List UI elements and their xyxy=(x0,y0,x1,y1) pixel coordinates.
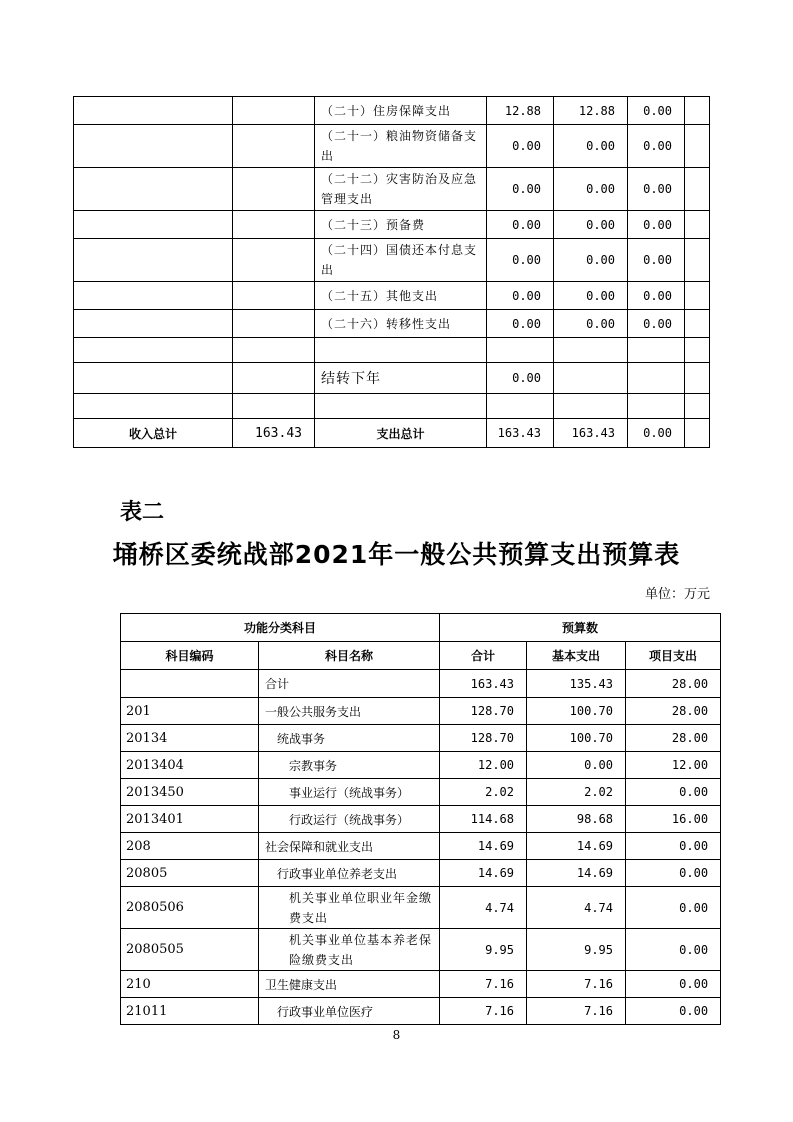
row-total: 9.95 xyxy=(440,929,527,971)
row-total: 114.68 xyxy=(440,806,527,833)
row-basic: 14.69 xyxy=(527,860,626,887)
subject-code: 2013401 xyxy=(121,806,259,833)
row-basic: 7.16 xyxy=(527,971,626,998)
subject-code: 2013404 xyxy=(121,752,259,779)
expense-item: （二十二）灾害防治及应急管理支出 xyxy=(315,168,487,211)
row-total: 163.43 xyxy=(440,670,527,698)
row-total: 2.02 xyxy=(440,779,527,806)
page-number: 8 xyxy=(392,1028,401,1042)
expense-project: 0.00 xyxy=(628,282,685,310)
table-row-empty xyxy=(74,338,710,363)
row-basic: 2.02 xyxy=(527,779,626,806)
table-row xyxy=(121,833,721,860)
unit-label: 单位：万元 xyxy=(644,587,710,602)
expense-total: 0.00 xyxy=(487,211,554,239)
carryover-value: 0.00 xyxy=(487,363,554,394)
table-row xyxy=(121,725,721,752)
row-basic: 4.74 xyxy=(527,887,626,929)
row-basic: 0.00 xyxy=(527,752,626,779)
table-row xyxy=(74,125,710,168)
expense-basic: 0.00 xyxy=(554,168,628,211)
header-budget-amount: 预算数 xyxy=(440,614,721,642)
subject-name: 行政事业单位养老支出 xyxy=(259,860,440,887)
table-row xyxy=(74,211,710,239)
subject-code: 208 xyxy=(121,833,259,860)
expense-item: （二十一）粮油物资储备支出 xyxy=(315,125,487,168)
table-row xyxy=(121,752,721,779)
general-budget-expenditure-table xyxy=(120,613,721,1025)
table-row xyxy=(121,887,721,929)
subject-name: 一般公共服务支出 xyxy=(259,698,440,725)
row-project: 28.00 xyxy=(626,670,721,698)
income-expense-summary-table xyxy=(73,96,710,448)
subject-code: 210 xyxy=(121,971,259,998)
expense-item: （二十三）预备费 xyxy=(315,211,487,239)
header-group-row xyxy=(121,614,721,642)
totals-row xyxy=(74,419,710,448)
row-total: 12.00 xyxy=(440,752,527,779)
header-functional-category: 功能分类科目 xyxy=(121,614,440,642)
expense-project: 0.00 xyxy=(628,239,685,282)
row-basic: 98.68 xyxy=(527,806,626,833)
table-row xyxy=(74,282,710,310)
row-basic: 100.70 xyxy=(527,725,626,752)
row-total: 14.69 xyxy=(440,860,527,887)
row-basic: 100.70 xyxy=(527,698,626,725)
table-row xyxy=(121,779,721,806)
header-name: 科目名称 xyxy=(259,642,440,670)
row-total: 7.16 xyxy=(440,971,527,998)
expense-total-value: 163.43 xyxy=(487,419,554,448)
row-total: 128.70 xyxy=(440,698,527,725)
subject-name: 统战事务 xyxy=(259,725,440,752)
subject-code: 2013450 xyxy=(121,779,259,806)
expense-project-total: 0.00 xyxy=(628,419,685,448)
expense-item: （二十）住房保障支出 xyxy=(315,97,487,125)
subject-code: 21011 xyxy=(121,998,259,1025)
expense-item: （二十四）国债还本付息支出 xyxy=(315,239,487,282)
header-basic: 基本支出 xyxy=(527,642,626,670)
row-project: 0.00 xyxy=(626,860,721,887)
subject-name: 卫生健康支出 xyxy=(259,971,440,998)
subject-name: 事业运行（统战事务） xyxy=(259,779,440,806)
subject-name: 社会保障和就业支出 xyxy=(259,833,440,860)
row-project: 16.00 xyxy=(626,806,721,833)
row-project: 0.00 xyxy=(626,779,721,806)
row-project: 0.00 xyxy=(626,887,721,929)
row-project: 0.00 xyxy=(626,971,721,998)
subject-name: 行政运行（统战事务） xyxy=(259,806,440,833)
expense-total: 0.00 xyxy=(487,310,554,338)
expense-project: 0.00 xyxy=(628,211,685,239)
expense-basic: 0.00 xyxy=(554,282,628,310)
table-row xyxy=(74,168,710,211)
table-row xyxy=(74,97,710,125)
expense-project: 0.00 xyxy=(628,310,685,338)
table-row xyxy=(74,310,710,338)
row-project: 0.00 xyxy=(626,929,721,971)
row-project: 0.00 xyxy=(626,998,721,1025)
subject-code: 20134 xyxy=(121,725,259,752)
subject-code: 2080506 xyxy=(121,887,259,929)
table-row xyxy=(74,239,710,282)
expense-project: 0.00 xyxy=(628,97,685,125)
expense-item: （二十五）其他支出 xyxy=(315,282,487,310)
row-project: 28.00 xyxy=(626,698,721,725)
header-code: 科目编码 xyxy=(121,642,259,670)
row-basic: 7.16 xyxy=(527,998,626,1025)
header-row xyxy=(121,642,721,670)
income-total-value: 163.43 xyxy=(233,419,315,448)
page-title: 埇桥区委统战部2021年一般公共预算支出预算表 xyxy=(112,540,681,569)
subject-name: 宗教事务 xyxy=(259,752,440,779)
table-row-empty xyxy=(74,394,710,419)
table-row xyxy=(121,929,721,971)
table-row xyxy=(121,670,721,698)
expense-basic: 0.00 xyxy=(554,125,628,168)
subject-name: 合计 xyxy=(259,670,440,698)
table-row xyxy=(74,363,710,394)
table-row xyxy=(121,806,721,833)
row-total: 14.69 xyxy=(440,833,527,860)
table-row xyxy=(121,971,721,998)
header-total: 合计 xyxy=(440,642,527,670)
expense-basic: 12.88 xyxy=(554,97,628,125)
expense-project: 0.00 xyxy=(628,168,685,211)
row-total: 128.70 xyxy=(440,725,527,752)
expense-basic-total: 163.43 xyxy=(554,419,628,448)
subject-name: 机关事业单位基本养老保险缴费支出 xyxy=(259,929,440,971)
expense-basic: 0.00 xyxy=(554,211,628,239)
table-label: 表二 xyxy=(120,500,165,525)
expense-total: 12.88 xyxy=(487,97,554,125)
subject-code: 2080505 xyxy=(121,929,259,971)
subject-code xyxy=(121,670,259,698)
row-project: 28.00 xyxy=(626,725,721,752)
row-total: 4.74 xyxy=(440,887,527,929)
row-total: 7.16 xyxy=(440,998,527,1025)
expense-basic: 0.00 xyxy=(554,310,628,338)
expense-total: 0.00 xyxy=(487,125,554,168)
row-basic: 135.43 xyxy=(527,670,626,698)
subject-name: 行政事业单位医疗 xyxy=(259,998,440,1025)
subject-code: 20805 xyxy=(121,860,259,887)
table-row xyxy=(121,860,721,887)
income-total-label: 收入总计 xyxy=(74,419,233,448)
expense-item: （二十六）转移性支出 xyxy=(315,310,487,338)
row-project: 0.00 xyxy=(626,833,721,860)
subject-code: 201 xyxy=(121,698,259,725)
table-row xyxy=(121,698,721,725)
expense-total: 0.00 xyxy=(487,239,554,282)
expense-basic: 0.00 xyxy=(554,239,628,282)
carryover-label: 结转下年 xyxy=(315,363,487,394)
row-basic: 9.95 xyxy=(527,929,626,971)
header-project: 项目支出 xyxy=(626,642,721,670)
row-project: 12.00 xyxy=(626,752,721,779)
expense-total: 0.00 xyxy=(487,282,554,310)
subject-name: 机关事业单位职业年金缴费支出 xyxy=(259,887,440,929)
expense-project: 0.00 xyxy=(628,125,685,168)
expense-total: 0.00 xyxy=(487,168,554,211)
expense-total-label: 支出总计 xyxy=(315,419,487,448)
table-row xyxy=(121,998,721,1025)
row-basic: 14.69 xyxy=(527,833,626,860)
